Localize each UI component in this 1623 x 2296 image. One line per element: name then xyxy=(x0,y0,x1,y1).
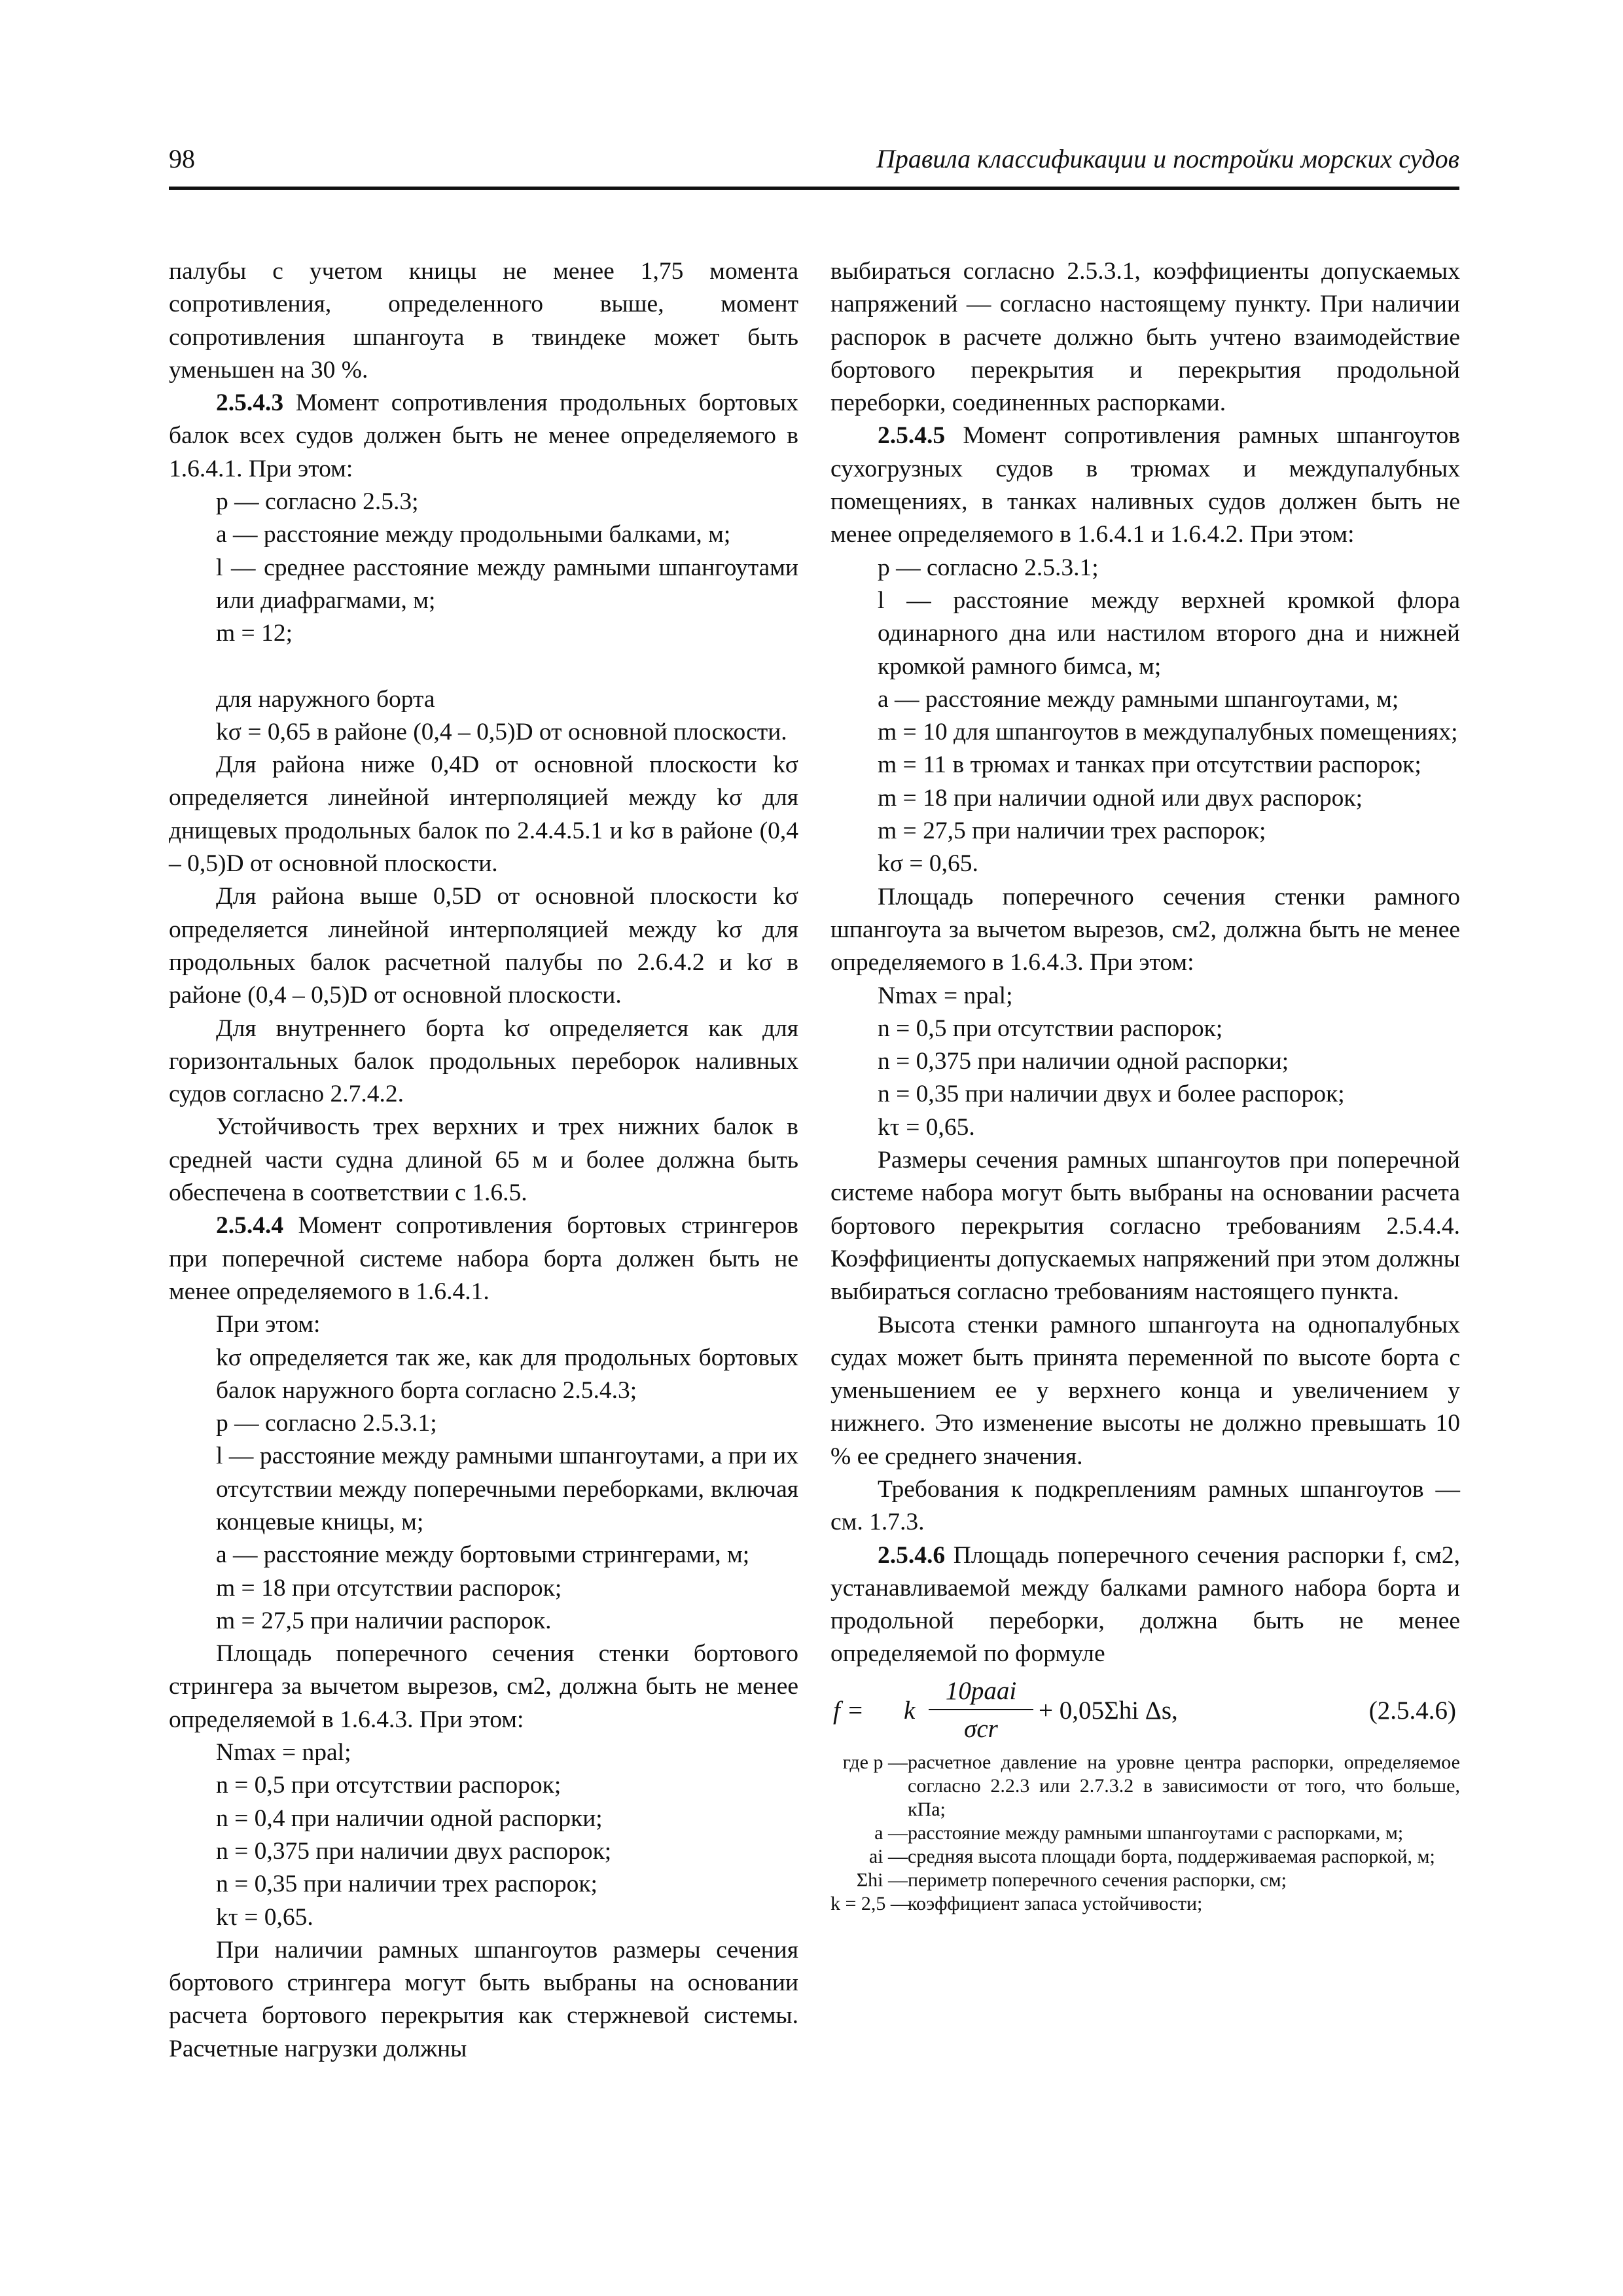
definition: l — среднее расстояние между рамными шпангоутами или диафрагмами, м; xyxy=(216,554,798,614)
definition: m = 11 в трюмах и танках при отсутствии распорок; xyxy=(878,751,1421,779)
definition: kσ = 0,65 в районе (0,4 – 0,5)D от основной плоскости. xyxy=(216,718,787,745)
definition: a — расстояние между рамными шпангоутами, м; xyxy=(878,685,1399,713)
paragraph: Для района выше 0,5D от основной плоскости kσ определяется линейной интерполяцией между kσ для продольных балок расчетной палубы по 2.6.4.2 и kσ в районе (0,4 – 0,5)D от основной плоскости. xyxy=(169,883,798,1009)
paragraph: палубы с учетом кницы не менее 1,75 момента сопротивления, определенного выше, момент сопротивления шпангоута в твиндеке может быть уменьшен на 30 %. xyxy=(169,258,798,384)
definition: p — согласно 2.5.3; xyxy=(216,488,419,516)
definition: n = 0,5 при отсутствии распорок; xyxy=(878,1014,1223,1042)
legend-row xyxy=(830,1821,1460,1845)
definition: m = 18 при отсутствии распорок; xyxy=(216,1574,562,1602)
paragraph: Момент сопротивления продольных бортовых балок всех судов должен быть не менее определяемого в 1.6.4.1. При этом: xyxy=(169,389,798,482)
definition: a — расстояние между бортовыми стрингерами, м; xyxy=(216,1541,750,1569)
definition: n = 0,35 при наличии трех распорок; xyxy=(216,1871,597,1898)
definition: l — расстояние между рамными шпангоутами, а при их отсутствии между поперечными переборками, включая концевые кницы, м; xyxy=(216,1443,798,1535)
formula-numerator: 10paai xyxy=(929,1675,1033,1710)
section-2-5-4-4 xyxy=(169,1210,798,1308)
definition: n = 0,375 при наличии одной распорки; xyxy=(878,1048,1289,1075)
definition: kσ = 0,65. xyxy=(878,850,978,878)
legend-text: расчетное давление на уровне центра распорки, определяемое согласно 2.2.3 или 2.7.3.2 в зависимости от того, что больше, кПа; xyxy=(908,1751,1460,1820)
definition: kτ = 0,65. xyxy=(216,1903,313,1931)
definition: kτ = 0,65. xyxy=(878,1113,975,1141)
paragraph: Площадь поперечного сечения стенки рамного шпангоута за вычетом вырезов, см2, должна быть не менее определяемого в 1.6.4.3. При этом: xyxy=(830,883,1460,977)
left-column xyxy=(169,255,798,2066)
paragraph: для наружного борта xyxy=(216,685,435,713)
legend-symbol: где p — xyxy=(842,1751,908,1773)
definition: Nmax = npal; xyxy=(878,982,1013,1009)
definition: kσ определяется так же, как для продольных бортовых балок наружного борта согласно 2.5.4.3; xyxy=(216,1344,798,1404)
formula-fraction xyxy=(929,1675,1033,1746)
legend-symbol: k = 2,5 — xyxy=(830,1892,910,1914)
definition: p — согласно 2.5.3.1; xyxy=(878,554,1099,581)
legend-text: средняя высота площади борта, поддерживаемая распоркой, м; xyxy=(908,1845,1435,1867)
page-number: 98 xyxy=(169,144,195,173)
formula-2-5-4-6 xyxy=(830,1674,1460,1751)
legend-text: коэффициент запаса устойчивости; xyxy=(908,1892,1203,1914)
formula-number: (2.5.4.6) xyxy=(1368,1696,1456,1725)
paragraph: выбираться согласно 2.5.3.1, коэффициенты допускаемых напряжений — согласно настоящему пункту. При наличии распорок в расчете должно быть учтено взаимодействие бортового перекрытия и перекрытия продольной переборки, соединенных распорками. xyxy=(830,258,1460,417)
definition: n = 0,35 при наличии двух и более распорок; xyxy=(878,1081,1345,1108)
formula-rest: + 0,05Σhi Δs, xyxy=(1039,1696,1178,1725)
paragraph: Устойчивость трех верхних и трех нижних балок в средней части судна длиной 65 м и более должна быть обеспечена в соответствии с 1.6.5. xyxy=(169,1113,798,1207)
definition: n = 0,375 при наличии двух распорок; xyxy=(216,1837,612,1865)
definition: p — согласно 2.5.3.1; xyxy=(216,1410,437,1437)
section-number: 2.5.4.4 xyxy=(216,1212,284,1240)
paragraph: Момент сопротивления рамных шпангоутов сухогрузных судов в трюмах и междупалубных помещениях, в танках наливных судов должен быть не менее определяемого в 1.6.4.1 и 1.6.4.2. При этом: xyxy=(830,422,1460,548)
paragraph: При наличии рамных шпангоутов размеры сечения бортового стрингера могут быть выбраны на основании расчета бортового перекрытия как стержневой системы. Расчетные нагрузки должны xyxy=(169,1936,798,2062)
paragraph: Для внутреннего борта kσ определяется как для горизонтальных балок продольных переборок наливных судов согласно 2.7.4.2. xyxy=(169,1014,798,1108)
paragraph: Для района ниже 0,4D от основной плоскости kσ определяется линейной интерполяцией между kσ для днищевых продольных балок по 2.4.4.5.1 и kσ в районе (0,4 – 0,5)D от основной плоскости. xyxy=(169,751,798,878)
definition: m = 18 при наличии одной или двух распорок; xyxy=(878,784,1363,812)
paragraph: Размеры сечения рамных шпангоутов при поперечной системе набора могут быть выбраны на основании расчета бортового перекрытия согласно требованиям 2.5.4.4. Коэффициенты допускаемых напряжений при этом должны выбираться согласно требованиям настоящего пункта. xyxy=(830,1147,1460,1306)
legend-row xyxy=(830,1751,1460,1821)
legend-symbol: a — xyxy=(874,1821,908,1844)
legend-symbol: ai — xyxy=(868,1845,908,1867)
page-header xyxy=(169,134,1459,190)
legend-row xyxy=(830,1845,1460,1869)
paragraph: Высота стенки рамного шпангоута на однопалубных судах может быть принята переменной по высоте борта с уменьшением ее у верхнего конца и увеличением у нижнего. Это изменение высоты не должно превышать 10 % ее среднего значения. xyxy=(830,1311,1460,1470)
paragraph: При этом: xyxy=(216,1311,321,1338)
formula-lhs: f = xyxy=(833,1696,864,1725)
definition: m = 27,5 при наличии трех распорок; xyxy=(878,817,1266,845)
definition: n = 0,5 при отсутствии распорок; xyxy=(216,1772,562,1799)
running-title: Правила классификации и постройки морских судов xyxy=(876,144,1459,173)
section-2-5-4-3 xyxy=(169,387,798,486)
section-2-5-4-6 xyxy=(830,1539,1460,1671)
legend-row xyxy=(830,1892,1460,1916)
section-number: 2.5.4.6 xyxy=(878,1541,946,1569)
right-column xyxy=(830,255,1460,1916)
definition: m = 10 для шпангоутов в междупалубных помещениях; xyxy=(878,719,1458,746)
formula-coefficient: k xyxy=(904,1696,916,1725)
section-2-5-4-5 xyxy=(830,420,1460,551)
legend-row xyxy=(830,1869,1460,1892)
legend-symbol: Σhi — xyxy=(856,1869,908,1891)
spacer xyxy=(169,651,798,683)
formula-legend xyxy=(830,1751,1460,1916)
legend-text: периметр поперечного сечения распорки, см; xyxy=(908,1869,1287,1891)
definition: n = 0,4 при наличии одной распорки; xyxy=(216,1804,603,1832)
definition: m = 27,5 при наличии распорок. xyxy=(216,1607,552,1634)
definition: m = 12; xyxy=(216,620,293,647)
paragraph: Момент сопротивления бортовых стрингеров при поперечной системе набора борта должен быть не менее определяемого в 1.6.4.1. xyxy=(169,1212,799,1305)
formula-denominator: σcr xyxy=(964,1715,998,1744)
paragraph: Площадь поперечного сечения распорки f, см2, устанавливаемой между балками рамного набора борта и продольной переборки, должна быть не менее определяемой по формуле xyxy=(830,1541,1461,1668)
paragraph: Требования к подкреплениям рамных шпангоутов — см. 1.7.3. xyxy=(830,1475,1460,1536)
legend-text: расстояние между рамными шпангоутами с распорками, м; xyxy=(908,1821,1404,1844)
section-number: 2.5.4.5 xyxy=(878,422,946,450)
definition: Nmax = npal; xyxy=(216,1739,351,1767)
definition: l — расстояние между верхней кромкой флора одинарного дна или настилом второго дна и нижней кромкой рамного бимса, м; xyxy=(878,586,1460,680)
section-number: 2.5.4.3 xyxy=(216,389,284,417)
definition: a — расстояние между продольными балками, м; xyxy=(216,521,731,548)
paragraph: Площадь поперечного сечения стенки бортового стрингера за вычетом вырезов, см2, должна быть не менее определяемой в 1.6.4.3. При этом: xyxy=(169,1640,798,1733)
